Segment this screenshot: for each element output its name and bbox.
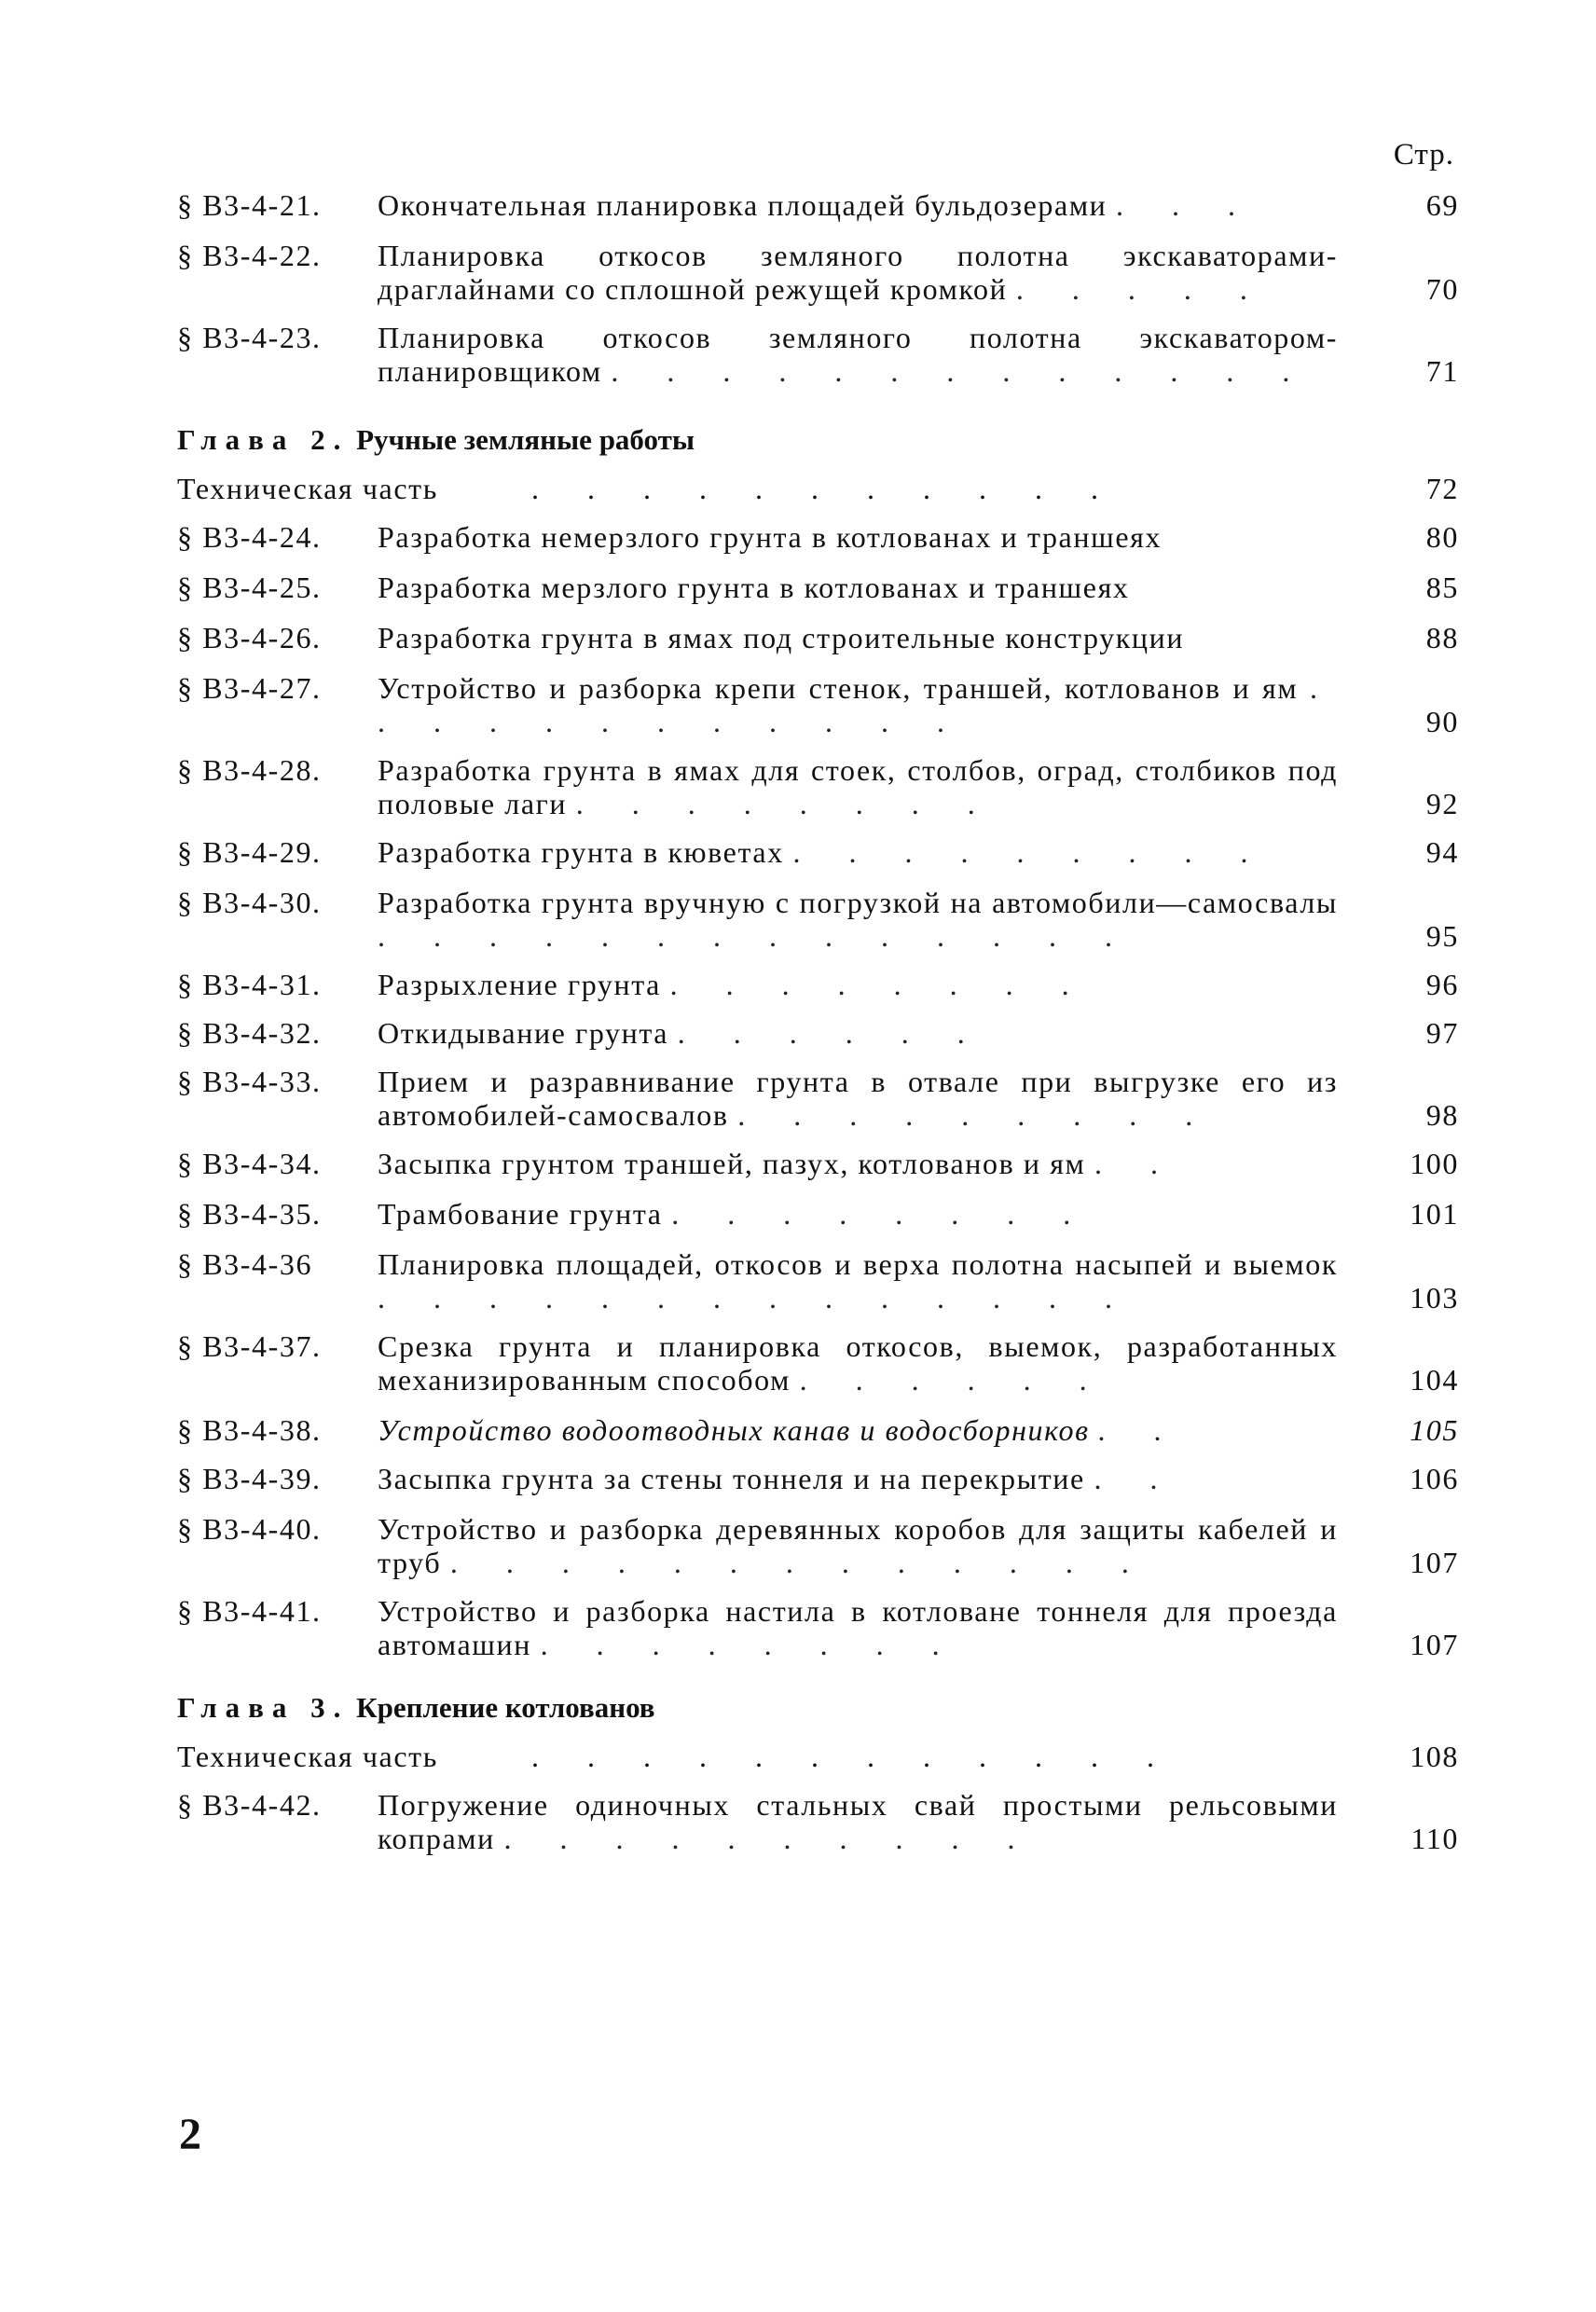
- section-title: Планировка откосов земляного полотна экскаватором-планировщиком . . . . . . . . . . . . .: [378, 321, 1338, 388]
- section-page-number: 101: [1410, 1197, 1459, 1231]
- section-title: Устройство водоотводных канав и водосборников . .: [378, 1413, 1183, 1447]
- section-page-number: 72: [1425, 472, 1459, 505]
- section-code: § В3-4-27.: [177, 671, 322, 705]
- section-page-number: 105: [1410, 1413, 1459, 1447]
- section-title: Разработка мерзлого грунта в котлованах и траншеях: [378, 571, 1130, 604]
- section-page-number: 106: [1410, 1462, 1459, 1495]
- section-title: Прием и разравнивание грунта в отвале при выгрузке его из автомобилей-самосвалов . . . . . . . . .: [378, 1065, 1338, 1132]
- section-page-number: 97: [1425, 1016, 1459, 1050]
- section-code: § В3-4-34.: [177, 1147, 322, 1180]
- leader-dots: . . . . . . . .: [540, 1628, 960, 1661]
- section-page-number: 85: [1425, 571, 1459, 604]
- leader-dots: . . .: [1116, 188, 1257, 222]
- section-title: Разработка грунта в ямах для стоек, столбов, оград, столбиков под половые лаги . . . . . . . .: [378, 753, 1338, 820]
- section-code: § В3-4-41.: [177, 1594, 322, 1628]
- leader-dots: . . . . . . . .: [575, 787, 996, 820]
- section-title: Засыпка грунтом траншей, пазух, котлованов и ям . .: [378, 1147, 1179, 1180]
- section-title: Засыпка грунта за стены тоннеля и на перекрытие . .: [378, 1462, 1178, 1495]
- leader-dots: . . . . . . . . . .: [503, 1822, 1036, 1855]
- section-page-number: 108: [1410, 1740, 1459, 1773]
- leader-dots: . . . . . . . . .: [792, 835, 1269, 869]
- section-page-number: 95: [1425, 919, 1459, 953]
- section-page-number: 103: [1410, 1281, 1459, 1314]
- section-title: Окончательная планировка площадей бульдозерами . . .: [378, 188, 1257, 222]
- chapter-title: Крепление котлованов: [356, 1691, 655, 1724]
- leader-dots: . . . . . . . . . . . . .: [449, 1546, 1149, 1579]
- chapter-prefix: Глава 3.: [177, 1691, 350, 1724]
- section-title: Разработка грунта в кюветах . . . . . . . . .: [378, 835, 1269, 869]
- section-code: § В3-4-30.: [177, 886, 322, 919]
- section-title: Разработка немерзлого грунта в котлованах и траншеях: [378, 520, 1163, 554]
- section-title: Погружение одиночных стальных свай простыми рельсовыми копрами . . . . . . . . . .: [378, 1788, 1338, 1855]
- chapter-heading: [177, 1691, 1389, 1725]
- leader-dots: . .: [1094, 1462, 1178, 1495]
- chapter-prefix: Глава 2.: [177, 423, 350, 456]
- section-title: Срезка грунта и планировка откосов, выемок, разработанных механизированным способом . . . . . .: [378, 1329, 1338, 1397]
- section-code: § В3-4-40.: [177, 1512, 322, 1546]
- section-page-number: 94: [1425, 835, 1459, 869]
- leader-dots: . . . . . .: [677, 1016, 985, 1050]
- section-code: § В3-4-31.: [177, 968, 322, 1001]
- section-code: § В3-4-23.: [177, 321, 322, 354]
- section-page-number: 98: [1425, 1098, 1459, 1132]
- technical-part-label: Техническая часть: [177, 1740, 438, 1773]
- section-title: Разработка грунта вручную с погрузкой на автомобили—самосвалы . . . . . . . . . . . . . .: [378, 886, 1338, 953]
- leader-dots: . . . . . . . . . . . . . .: [378, 919, 1133, 953]
- page-column-header: Стр.: [1393, 138, 1454, 172]
- leader-dots: . . . . . . . . .: [737, 1098, 1214, 1132]
- leader-dots: . .: [1098, 1413, 1183, 1447]
- leader-dots: . . . . . . . .: [669, 968, 1090, 1001]
- section-code: § В3-4-24.: [177, 520, 322, 554]
- section-code: § В3-4-22.: [177, 239, 322, 272]
- section-page-number: 90: [1425, 705, 1459, 738]
- section-code: § В3-4-28.: [177, 753, 322, 787]
- section-page-number: 70: [1425, 272, 1459, 306]
- section-code: § В3-4-38.: [177, 1413, 322, 1447]
- leader-dots: . . . . . . . . . . . . .: [611, 354, 1311, 388]
- section-code: § В3-4-42.: [177, 1788, 322, 1822]
- section-code: § В3-4-26.: [177, 621, 322, 654]
- section-title: Устройство и разборка крепи стенок, траншей, котлованов и ям . . . . . . . . . . . .: [378, 671, 1339, 738]
- section-page-number: 88: [1425, 621, 1459, 654]
- section-page-number: 107: [1410, 1546, 1459, 1579]
- leader-dots: . . . . . . . . . . .: [531, 472, 1119, 505]
- section-code: § В3-4-21.: [177, 188, 322, 222]
- section-code: § В3-4-33.: [177, 1065, 322, 1098]
- leader-dots: . .: [1094, 1147, 1179, 1180]
- chapter-heading: [177, 423, 1389, 457]
- section-code: § В3-4-32.: [177, 1016, 322, 1050]
- section-page-number: 104: [1410, 1363, 1459, 1397]
- section-title: Устройство и разборка деревянных коробов для защиты кабелей и труб . . . . . . . . . . . . .: [378, 1512, 1338, 1579]
- leader-dots: . . . . . . . . . . . .: [378, 671, 1339, 738]
- leader-dots: . . . . .: [1015, 272, 1268, 306]
- section-page-number: 107: [1410, 1628, 1459, 1661]
- section-code: § В3-4-29.: [177, 835, 322, 869]
- page-number: 2: [179, 2110, 201, 2159]
- section-page-number: 100: [1410, 1147, 1459, 1180]
- leader-dots: . . . . . . . . . . . .: [531, 1740, 1175, 1773]
- section-title: Разработка грунта в ямах под строительные конструкции: [378, 621, 1185, 654]
- section-page-number: 110: [1410, 1822, 1459, 1855]
- section-code: § В3-4-35.: [177, 1197, 322, 1231]
- section-code: § В3-4-37.: [177, 1329, 322, 1363]
- section-page-number: 69: [1425, 188, 1459, 222]
- section-title: Планировка откосов земляного полотна экскаваторами-драглайнами со сплошной режущей кромкой . . . . .: [378, 239, 1338, 306]
- section-page-number: 71: [1425, 354, 1459, 388]
- section-title: Планировка площадей, откосов и верха полотна насыпей и выемок . . . . . . . . . . . . . .: [378, 1247, 1338, 1314]
- technical-part-label: Техническая часть: [177, 472, 438, 505]
- section-code: § В3-4-36: [177, 1247, 313, 1281]
- section-page-number: 96: [1425, 968, 1459, 1001]
- leader-dots: . . . . . . . . . . . . . .: [378, 1281, 1133, 1314]
- section-code: § В3-4-25.: [177, 571, 322, 604]
- section-title: Устройство и разборка настила в котловане тоннеля для проезда автомашин . . . . . . . .: [378, 1594, 1338, 1661]
- chapter-title: Ручные земляные работы: [356, 423, 695, 456]
- section-title: Трамбование грунта . . . . . . . .: [378, 1197, 1092, 1231]
- leader-dots: . . . . . . . .: [671, 1197, 1092, 1231]
- section-page-number: 92: [1425, 787, 1459, 820]
- section-code: § В3-4-39.: [177, 1462, 322, 1495]
- section-title: Разрыхление грунта . . . . . . . .: [378, 968, 1090, 1001]
- section-page-number: 80: [1425, 520, 1459, 554]
- section-title: Откидывание грунта . . . . . .: [378, 1016, 985, 1050]
- leader-dots: . . . . . .: [799, 1363, 1108, 1397]
